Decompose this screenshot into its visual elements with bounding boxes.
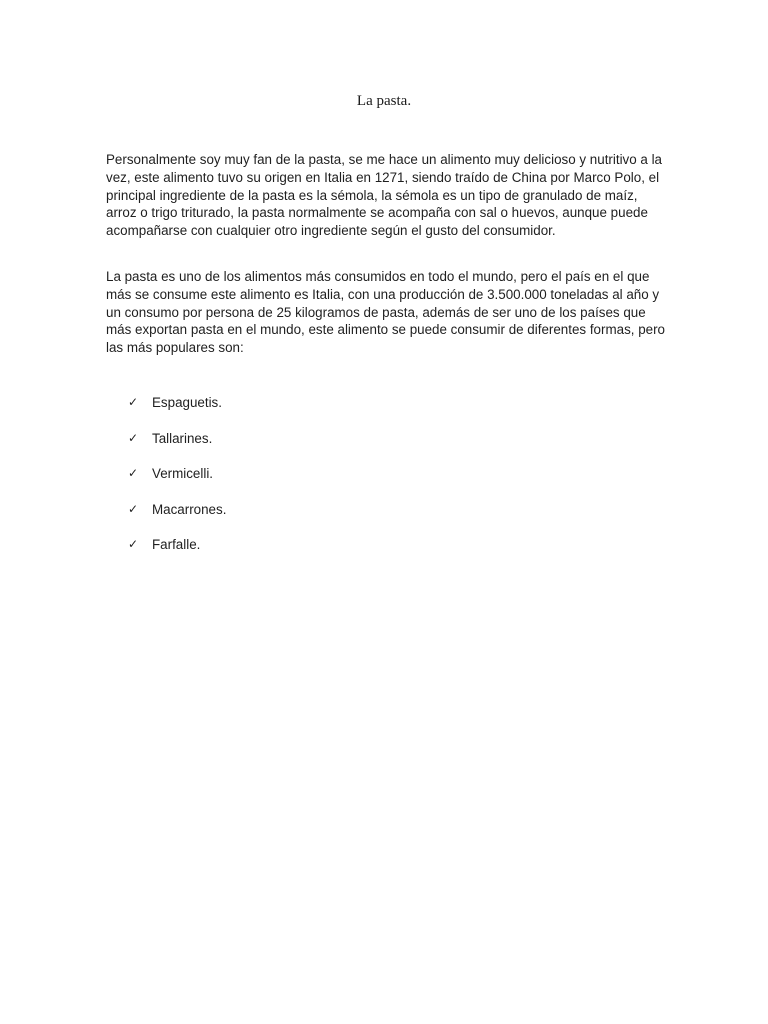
list-item-label: Macarrones.	[152, 501, 227, 517]
check-mark-icon: ✓	[128, 395, 139, 409]
paragraph-consumption: La pasta es uno de los alimentos más consumidos en todo el mundo, pero el país en el que más se consume este alimento es Italia, con una producción de 3.500.000 toneladas al año y un consumo por persona de 25 kilogramos de pasta, además de ser uno de los países que más exportan pasta en el mundo, este alimento se puede consumir de diferentes formas, pero las más populares son:	[106, 269, 666, 356]
pasta-types-list	[128, 394, 226, 572]
check-mark-icon: ✓	[128, 501, 139, 516]
list-item-label: Farfalle.	[152, 537, 201, 552]
list-item-label: Espaguetis.	[152, 395, 222, 410]
document-title: La pasta.	[356, 93, 412, 109]
list-item	[128, 465, 226, 501]
list-item-label: Tallarines.	[152, 430, 213, 446]
list-item	[128, 501, 226, 537]
check-mark-icon: ✓	[128, 430, 139, 445]
paragraph-intro: Personalmente soy muy fan de la pasta, se me hace un alimento muy delicioso y nutritivo a la vez, este alimento tuvo su origen en Italia en 1271, siendo traído de China por Marco Polo, el principal ingrediente de la pasta es la sémola, la sémola es un tipo de granulado de maíz, arroz o trigo triturado, la pasta normalmente se acompaña con sal o huevos, aunque puede acompañarse con cualquier otro ingrediente según el gusto del consumidor.	[106, 152, 662, 239]
check-mark-icon: ✓	[128, 537, 139, 551]
list-item-label: Vermicelli.	[152, 466, 214, 481]
list-item	[128, 536, 226, 572]
list-item	[128, 430, 226, 466]
list-item	[128, 394, 226, 430]
check-mark-icon: ✓	[128, 466, 139, 480]
